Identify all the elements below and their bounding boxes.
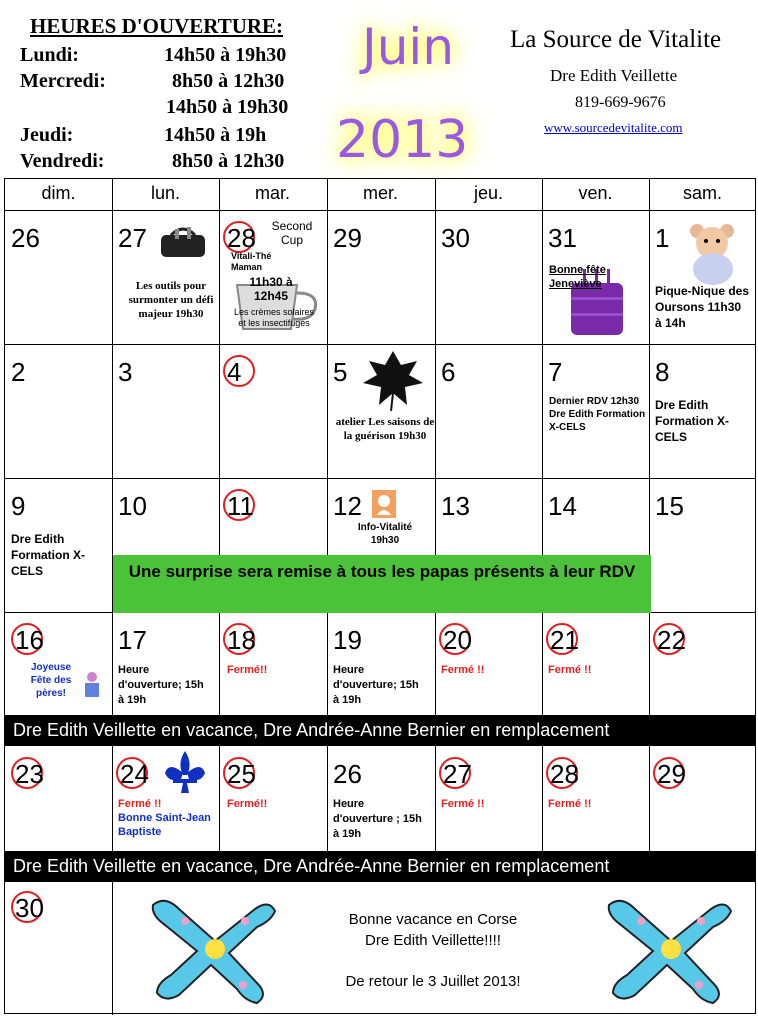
teddy-bear-icon [683, 221, 747, 285]
day-number: 5 [333, 357, 348, 387]
return-date: De retour le 3 Juillet 2013! [345, 973, 521, 990]
doctor-name: Dre Edith Veillette [550, 66, 678, 85]
event-text: Joyeuse Fête des pères! [30, 662, 72, 699]
vacation-line: Dre Edith Veillette!!!! [365, 932, 501, 949]
day-number: 18 [227, 625, 256, 655]
day-number: 3 [118, 357, 133, 387]
hours-time: 8h50 à 12h30 [172, 150, 285, 172]
event-text: Fermé!! [227, 798, 268, 810]
day-number: 15 [655, 491, 684, 521]
day-number: 4 [227, 357, 242, 387]
day-number: 10 [118, 491, 147, 521]
day-number: 8 [655, 357, 670, 387]
day-number: 14 [548, 491, 577, 521]
weekday-header: jeu. [473, 183, 504, 203]
hours-day: Jeudi: [20, 124, 74, 146]
event-text: 11h30 à 12h45 [249, 275, 293, 303]
phone-number: 819-669-9676 [575, 94, 666, 111]
event-text: Bonne Saint-Jean Baptiste [118, 812, 211, 838]
weekday-header: ven. [578, 183, 613, 203]
day-number: 16 [15, 625, 44, 655]
day-number: 30 [15, 893, 44, 923]
day-number: 6 [441, 357, 456, 387]
hours-title: HEURES D'OUVERTURE: [30, 14, 284, 38]
hours-day: Vendredi: [20, 150, 105, 172]
event-text: Heure d'ouverture; 15h à 19h [333, 664, 419, 706]
day-number: 13 [441, 491, 470, 521]
event-text: Fermé !! [548, 664, 592, 676]
hours-time: 8h50 à 12h30 [172, 70, 285, 92]
day-number: 29 [333, 223, 362, 253]
weekday-header: mar. [254, 183, 290, 203]
day-number: 2 [11, 357, 26, 387]
day-number: 20 [443, 625, 472, 655]
day-number: 9 [11, 491, 26, 521]
day-number: 27 [118, 223, 147, 253]
day-number: 31 [548, 223, 577, 253]
event-text: Fermé !! [441, 664, 485, 676]
event-text: Heure d'ouverture; 15h à 19h [118, 664, 204, 706]
event-text: Les crèmes solaires et les insectifuges [233, 307, 315, 328]
event-text: Vitali-Thé Maman [231, 251, 272, 272]
calendar-grid [4, 178, 756, 1014]
fleur-de-lis-icon [163, 749, 207, 795]
day-number: 1 [655, 223, 670, 253]
event-text: Dre Edith Formation X-CELS [655, 398, 729, 444]
day-number: 22 [657, 625, 686, 655]
event-text: Fermé!! [227, 664, 268, 676]
event-text: Les outils pour surmonter un défi majeur 19h30 [128, 280, 214, 320]
day-number: 17 [118, 625, 147, 655]
weekday-header: mer. [362, 183, 398, 203]
clinic-name: La Source de Vitalite [510, 26, 722, 53]
vacation-banner: Dre Edith Veillette en vacance, Dre Andrée-Anne Bernier en remplacement [5, 851, 755, 881]
day-number: 11 [227, 491, 254, 521]
day-number: 30 [441, 223, 470, 253]
hours-time: 14h50 à 19h [164, 124, 267, 146]
vacation-message [305, 909, 561, 992]
surprise-banner: Une surprise sera remise à tous les papas présents à leur RDV [113, 555, 651, 613]
event-text: Dre Edith Formation X-CELS [11, 532, 85, 578]
hours-time: 14h50 à 19h30 [166, 96, 289, 118]
weekday-header: lun. [150, 183, 181, 203]
leaf-icon [361, 347, 425, 411]
info-vitalite-icon [371, 489, 397, 519]
event-text: Fermé !! [441, 798, 485, 810]
hours-day: Lundi: [20, 44, 79, 66]
year-title: 2013 [336, 110, 469, 170]
event-text: Second Cup [271, 219, 313, 247]
day-number: 29 [657, 759, 686, 789]
event-text: Pique-Nique des Oursons 11h30 à 14h [655, 284, 750, 330]
hours-time: 14h50 à 19h30 [164, 44, 287, 66]
month-title: Juin [362, 18, 455, 76]
day-number: 12 [333, 491, 362, 521]
day-number: 28 [227, 223, 256, 253]
day-number: 21 [550, 625, 579, 655]
father-figure-icon [81, 671, 103, 699]
website-link[interactable]: www.sourcedevitalite.com [544, 120, 683, 135]
event-text: Heure d'ouverture ; 15h à 19h [333, 798, 422, 840]
day-number: 28 [550, 759, 579, 789]
event-text: Fermé !! [118, 798, 162, 810]
event-text: Info-Vitalité 19h30 [357, 522, 413, 546]
day-number: 23 [15, 759, 44, 789]
day-number: 7 [548, 357, 563, 387]
event-text: Dernier RDV 12h30 Dre Edith Formation X-CELS [549, 396, 646, 433]
event-text: atelier Les saisons de la guérison 19h30 [335, 416, 435, 442]
event-text: Bonne fête Jeneviève [549, 264, 606, 290]
weekday-header: dim. [41, 183, 76, 203]
hours-day: Mercredi: [20, 70, 106, 92]
day-number: 26 [11, 223, 40, 253]
airplane-icon [601, 891, 741, 1007]
weekday-header: sam. [682, 183, 722, 203]
day-number: 19 [333, 625, 362, 655]
day-number: 24 [120, 759, 149, 789]
day-number: 27 [443, 759, 472, 789]
vacation-line: Bonne vacance en Corse [348, 911, 518, 928]
event-text: Fermé !! [548, 798, 592, 810]
toolbag-icon [157, 223, 209, 261]
airplane-icon [145, 891, 285, 1007]
vacation-banner: Dre Edith Veillette en vacance, Dre Andrée-Anne Bernier en remplacement [5, 715, 755, 745]
day-number: 25 [227, 759, 256, 789]
day-number: 26 [333, 759, 362, 789]
